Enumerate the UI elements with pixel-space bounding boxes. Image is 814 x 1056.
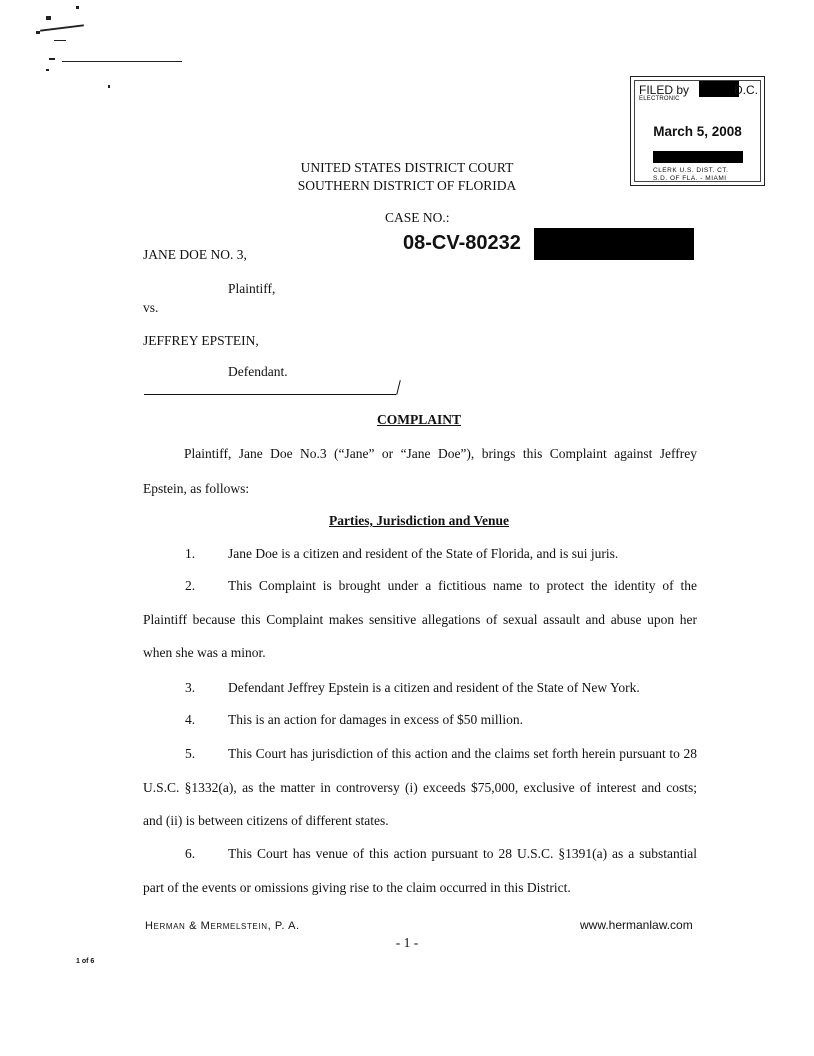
paragraph-number: 6. — [185, 846, 196, 861]
paragraph-number: 2. — [185, 578, 196, 593]
defendant-role: Defendant. — [228, 364, 288, 379]
paragraph-text: part of the events or omissions giving rise to the claim occurred in this District. — [143, 879, 571, 895]
paragraph-number: 5. — [185, 746, 196, 761]
plaintiff-name: JANE DOE NO. 3, — [143, 247, 247, 262]
section-heading: Parties, Jurisdiction and Venue — [328, 513, 510, 528]
firm-website: www.hermanlaw.com — [580, 918, 693, 932]
redaction-bar — [534, 228, 694, 260]
stamp-dc: D.C. — [734, 83, 758, 97]
paragraph-text: Defendant Jeffrey Epstein is a citizen and resident of the State of New York. — [228, 680, 640, 695]
page-number: - 1 - — [395, 935, 419, 950]
firm-name: Herman & Mermelstein, P. A. — [145, 920, 300, 932]
paragraph-text: U.S.C. §1332(a), as the matter in controversy (i) exceeds $75,000, exclusive of interest and costs; — [143, 779, 697, 795]
filing-stamp — [630, 76, 765, 186]
court-name: UNITED STATES DISTRICT COURT — [300, 160, 514, 175]
redaction-bar — [653, 151, 743, 163]
case-number: 08-CV-80232 — [403, 232, 521, 254]
case-number-label: CASE NO.: — [385, 210, 450, 225]
caption-slash — [396, 380, 401, 395]
page-count: 1 of 6 — [76, 958, 95, 965]
plaintiff-role: Plaintiff, — [228, 281, 276, 296]
court-district: SOUTHERN DISTRICT OF FLORIDA — [297, 178, 517, 193]
intro-text-continued: Epstein, as follows: — [143, 481, 250, 496]
paragraph-text: This Complaint is brought under a fictitious name to protect the identity of the — [228, 578, 697, 593]
paragraph-text: This Court has venue of this action pursuant to 28 U.S.C. §1391(a) as a substantial — [228, 846, 697, 861]
paragraph-text: when she was a minor. — [143, 645, 266, 660]
paragraph-text: Jane Doe is a citizen and resident of the State of Florida, and is sui juris. — [228, 546, 619, 561]
paragraph-text: and (ii) is between citizens of different states. — [143, 813, 389, 828]
intro-text: Plaintiff, Jane Doe No.3 (“Jane” or “Jane Doe”), brings this Complaint against Jeffrey — [184, 446, 697, 461]
stamp-electronic: ELECTRONIC — [639, 96, 680, 102]
stamp-date: March 5, 2008 — [653, 124, 742, 139]
versus: vs. — [143, 300, 159, 315]
document-title: COMPLAINT — [377, 412, 461, 427]
paragraph-text: Plaintiff because this Complaint makes sensitive allegations of sexual assault and abuse upon her — [143, 611, 697, 627]
stamp-filed-by: FILED by — [639, 83, 690, 97]
paragraph-text: This Court has jurisdiction of this action and the claims set forth herein pursuant to 28 — [228, 746, 697, 761]
paragraph-number: 4. — [185, 712, 196, 727]
stamp-clerk: CLERK U.S. DIST. CT. — [653, 167, 729, 174]
paragraph-number: 3. — [185, 680, 196, 695]
redaction-bar — [699, 81, 739, 97]
paragraph-number: 1. — [185, 546, 196, 561]
defendant-name: JEFFREY EPSTEIN, — [143, 333, 259, 348]
caption-rule — [144, 394, 396, 395]
stamp-clerk-district: S.D. OF FLA. - MIAMI — [653, 175, 727, 182]
paragraph-text: This is an action for damages in excess of $50 million. — [228, 712, 524, 727]
